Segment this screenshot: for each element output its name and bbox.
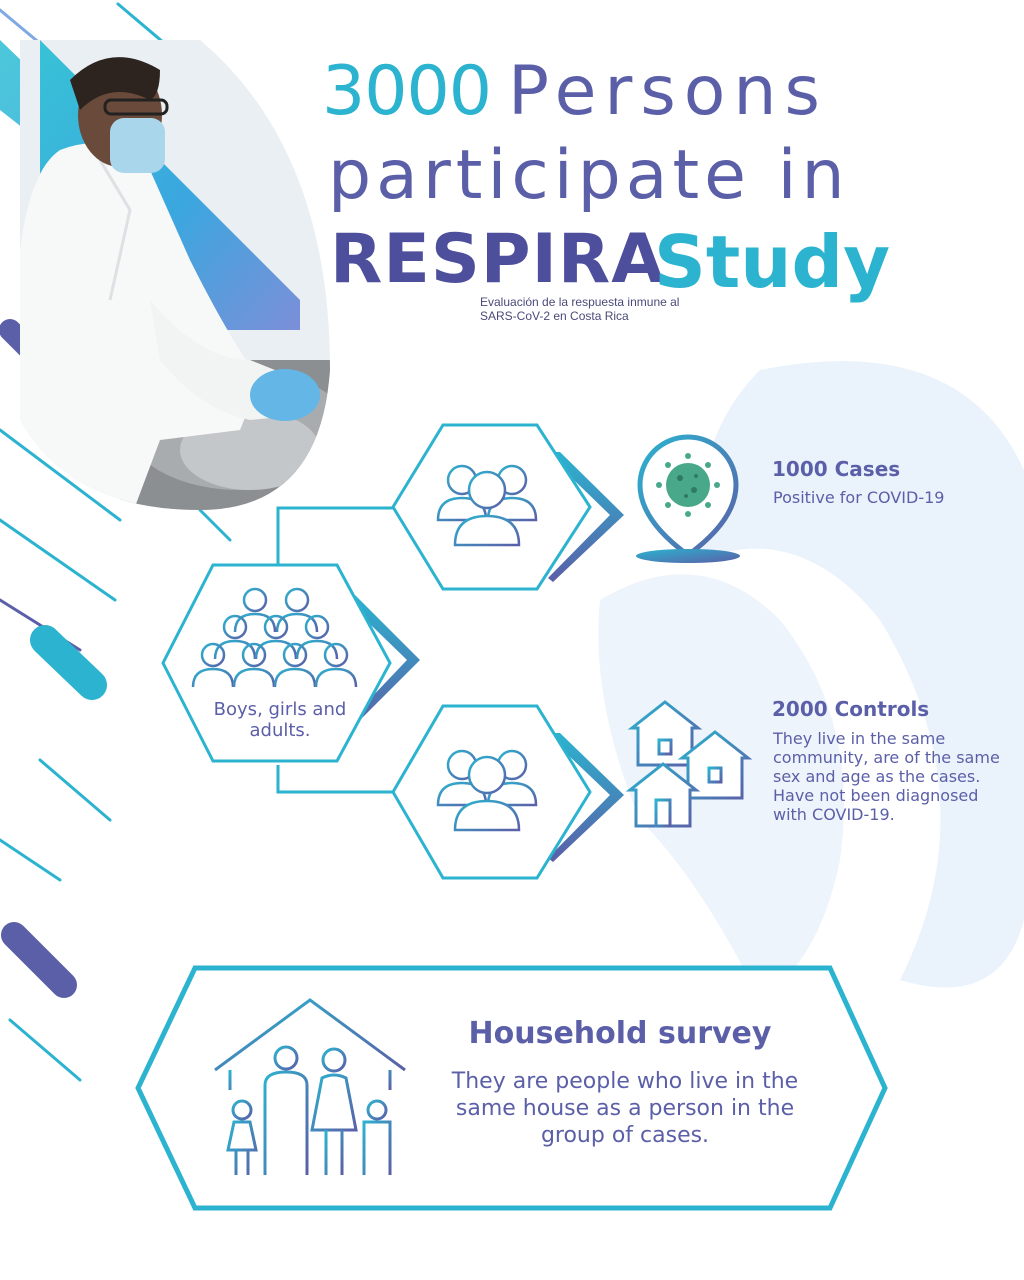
title-word: Persons: [508, 52, 828, 131]
controls-heading: 2000 Controls: [772, 697, 930, 721]
group-label: Boys, girls and adults.: [213, 699, 347, 741]
controls-description: They live in the same community, are of the same sex and age as the cases. Have not been diagnosed with COVID-19.: [773, 729, 1000, 824]
title-line2: participate in: [328, 136, 850, 215]
cases-heading: 1000 Cases: [772, 457, 901, 481]
lab-worker-photo: [0, 0, 350, 520]
title-number: 3000: [322, 52, 492, 131]
logo-tagline: Evaluación de la respuesta inmune al SARS-CoV-2 en Costa Rica: [480, 295, 680, 323]
title-study: Study: [654, 220, 891, 304]
cases-description: Positive for COVID-19: [773, 488, 945, 507]
household-heading: Household survey: [468, 1016, 772, 1051]
respira-logo: RESPIRA: [330, 220, 665, 299]
household-description: They are people who live in the same house as a person in the group of cases.: [451, 1069, 799, 1148]
